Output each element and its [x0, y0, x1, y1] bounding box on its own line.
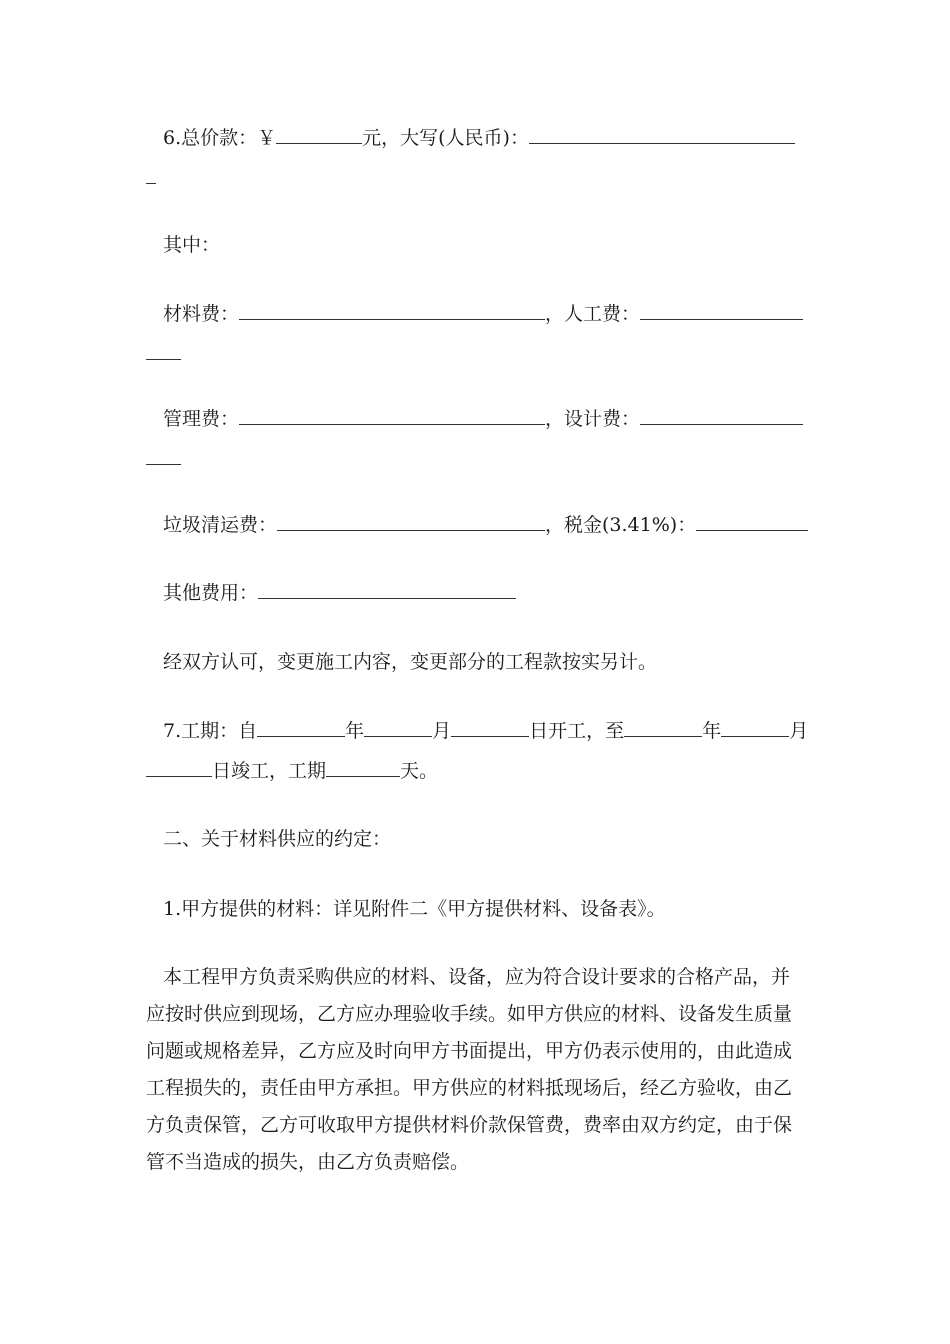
other-label: 其他费用：: [163, 582, 259, 604]
design-blank-cont[interactable]: [146, 444, 181, 465]
tax-label: ，税金(3.41%)：: [545, 514, 697, 536]
design-label: ，设计费：: [545, 408, 641, 430]
total-price-uppercase-blank-cont[interactable]: [146, 163, 156, 184]
section2-item1: [163, 894, 666, 924]
material-label: 材料费：: [163, 303, 240, 325]
change-note: [163, 647, 657, 677]
labor-continuation: [146, 339, 181, 369]
tax-blank[interactable]: [696, 510, 808, 531]
garbage-tax-line: [163, 510, 808, 540]
paragraph-line: 应按时供应到现场，乙方应办理验收手续。如甲方供应的材料、设备发生质量: [146, 1003, 793, 1025]
labor-blank[interactable]: [640, 299, 803, 320]
design-continuation: [146, 444, 181, 474]
end-year-label: 年: [702, 720, 722, 742]
other-fees-line: [163, 578, 516, 608]
start-year-blank[interactable]: [257, 716, 345, 737]
labor-blank-cont[interactable]: [146, 339, 181, 360]
section2-item1-text: 1.甲方提供的材料：详见附件二《甲方提供材料、设备表》。: [163, 898, 666, 920]
management-blank[interactable]: [239, 404, 545, 425]
breakdown-intro-text: 其中：: [163, 234, 221, 256]
period-label: 7.工期：自: [163, 720, 258, 742]
end-month-label: 月: [789, 720, 809, 742]
end-day-blank[interactable]: [146, 756, 212, 777]
total-price-blank[interactable]: [276, 123, 362, 144]
paragraph-line: 方负责保管，乙方可收取甲方提供材料价款保管费，费率由双方约定，由于保: [146, 1114, 793, 1136]
material-blank[interactable]: [239, 299, 545, 320]
end-year-blank[interactable]: [624, 716, 702, 737]
duration-blank[interactable]: [326, 756, 400, 777]
start-year-label: 年: [345, 720, 365, 742]
breakdown-intro: [163, 230, 220, 260]
change-note-text: 经双方认可，变更施工内容，变更部分的工程款按实另计。: [163, 651, 658, 673]
start-day-blank[interactable]: [451, 716, 529, 737]
garbage-label: 垃圾清运费：: [163, 514, 278, 536]
end-month-blank[interactable]: [721, 716, 789, 737]
total-price-continuation: [146, 163, 156, 193]
start-month-label: 月: [432, 720, 452, 742]
end-day-label: 日竣工，工期: [212, 760, 327, 782]
labor-label: ，人工费：: [545, 303, 641, 325]
start-day-label: 日开工，至: [529, 720, 625, 742]
total-price-label: 6.总价款：￥: [163, 127, 277, 149]
total-price-line: [163, 123, 795, 153]
management-design-line: [163, 404, 803, 434]
start-month-blank[interactable]: [364, 716, 432, 737]
material-labor-line: [163, 299, 803, 329]
paragraph-line: 管不当造成的损失，由乙方负责赔偿。: [146, 1151, 470, 1173]
other-blank[interactable]: [258, 578, 516, 599]
period-continuation: [146, 756, 438, 786]
duration-label: 天。: [400, 760, 439, 782]
paragraph-line: 问题或规格差异，乙方应及时向甲方书面提出，甲方仍表示使用的，由此造成: [146, 1040, 793, 1062]
section2-heading-text: 二、关于材料供应的约定：: [163, 828, 392, 850]
design-blank[interactable]: [640, 404, 803, 425]
management-label: 管理费：: [163, 408, 240, 430]
section2-heading: [163, 824, 391, 854]
period-line: [163, 716, 808, 746]
garbage-blank[interactable]: [277, 510, 545, 531]
paragraph-line: 工程损失的，责任由甲方承担。甲方供应的材料抵现场后，经乙方验收，由乙: [146, 1077, 793, 1099]
total-price-uppercase-blank[interactable]: [529, 123, 795, 144]
paragraph-line: 本工程甲方负责采购供应的材料、设备，应为符合设计要求的合格产品，并: [163, 966, 791, 988]
total-price-yuan: 元，大写(人民币)：: [362, 127, 529, 149]
